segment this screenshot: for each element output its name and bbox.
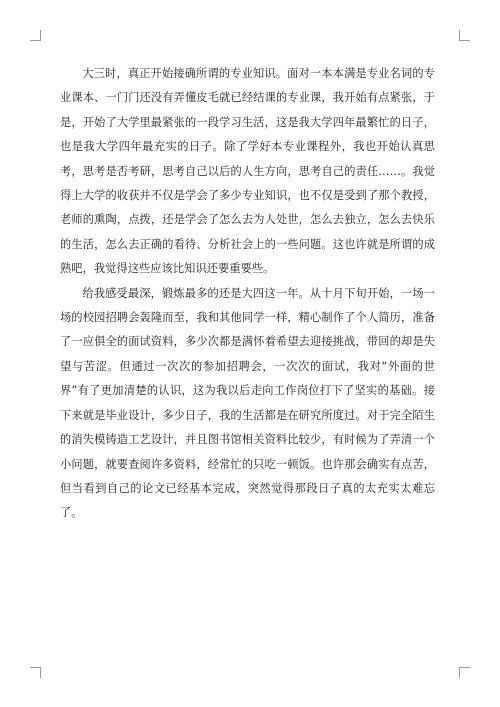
paragraph-1: 大三时，真正开始接确所谓的专业知识。面对一本本满是专业名词的专业课本、一门门还没有弄懂皮毛就已经结课的专业课，我开始有点紧张，于是，开始了大学里最紧张的一段学习生活，这是我大学四年最繁忙的日子，也是我大学四年最充实的日子。除了学好本专业课程外，我也开始认真思考，思考是否考研，思考自己以后的人生方向，思考自己的责任……。我觉得上大学的收获并不仅是学会了多少专业知识，也不仅是受到了那个教授，老师的熏陶，点拨，还是学会了怎么去为人处世，怎么去独立，怎么去快乐的生活，怎么去正确的看待、分析社会上的一些问题。这也许就是所谓的成熟吧，我觉得这些应该比知识还要重要些。 [60,67,435,276]
crop-mark-bottom-right [459,667,470,678]
crop-mark-top-right [459,30,470,41]
paragraph-2: 给我感受最深，锻炼最多的还是大四这一年。从十月下旬开始，一场一场的校园招聘会轰隆而至，我和其他同学一样，精心制作了个人简历，准备了一应俱全的面试资料，多少次都是满怀着希望去迎接挑战，带回的却是失望与苦涩。但通过一次次的参加招聘会，一次次的面试，我对“外面的世界”有了更加清楚的认识，这为我以后走向工作岗位打下了坚实的基础。接下来就是毕业设计，多少日子，我的生活都是在研究所度过。对于完全陌生的消失模铸造工艺设计，并且图书馆相关资料比较少，有时候为了弄清一个小问题，就要查阅许多资料，经常忙的只吃一顿饭。也许那会确实有点苦，但当看到自己的论文已经基本完成，突然觉得那段日子真的太充实太难忘了。 [60,286,435,520]
crop-mark-top-left [30,30,41,41]
crop-mark-bottom-left [30,667,41,678]
document-body [60,62,435,526]
